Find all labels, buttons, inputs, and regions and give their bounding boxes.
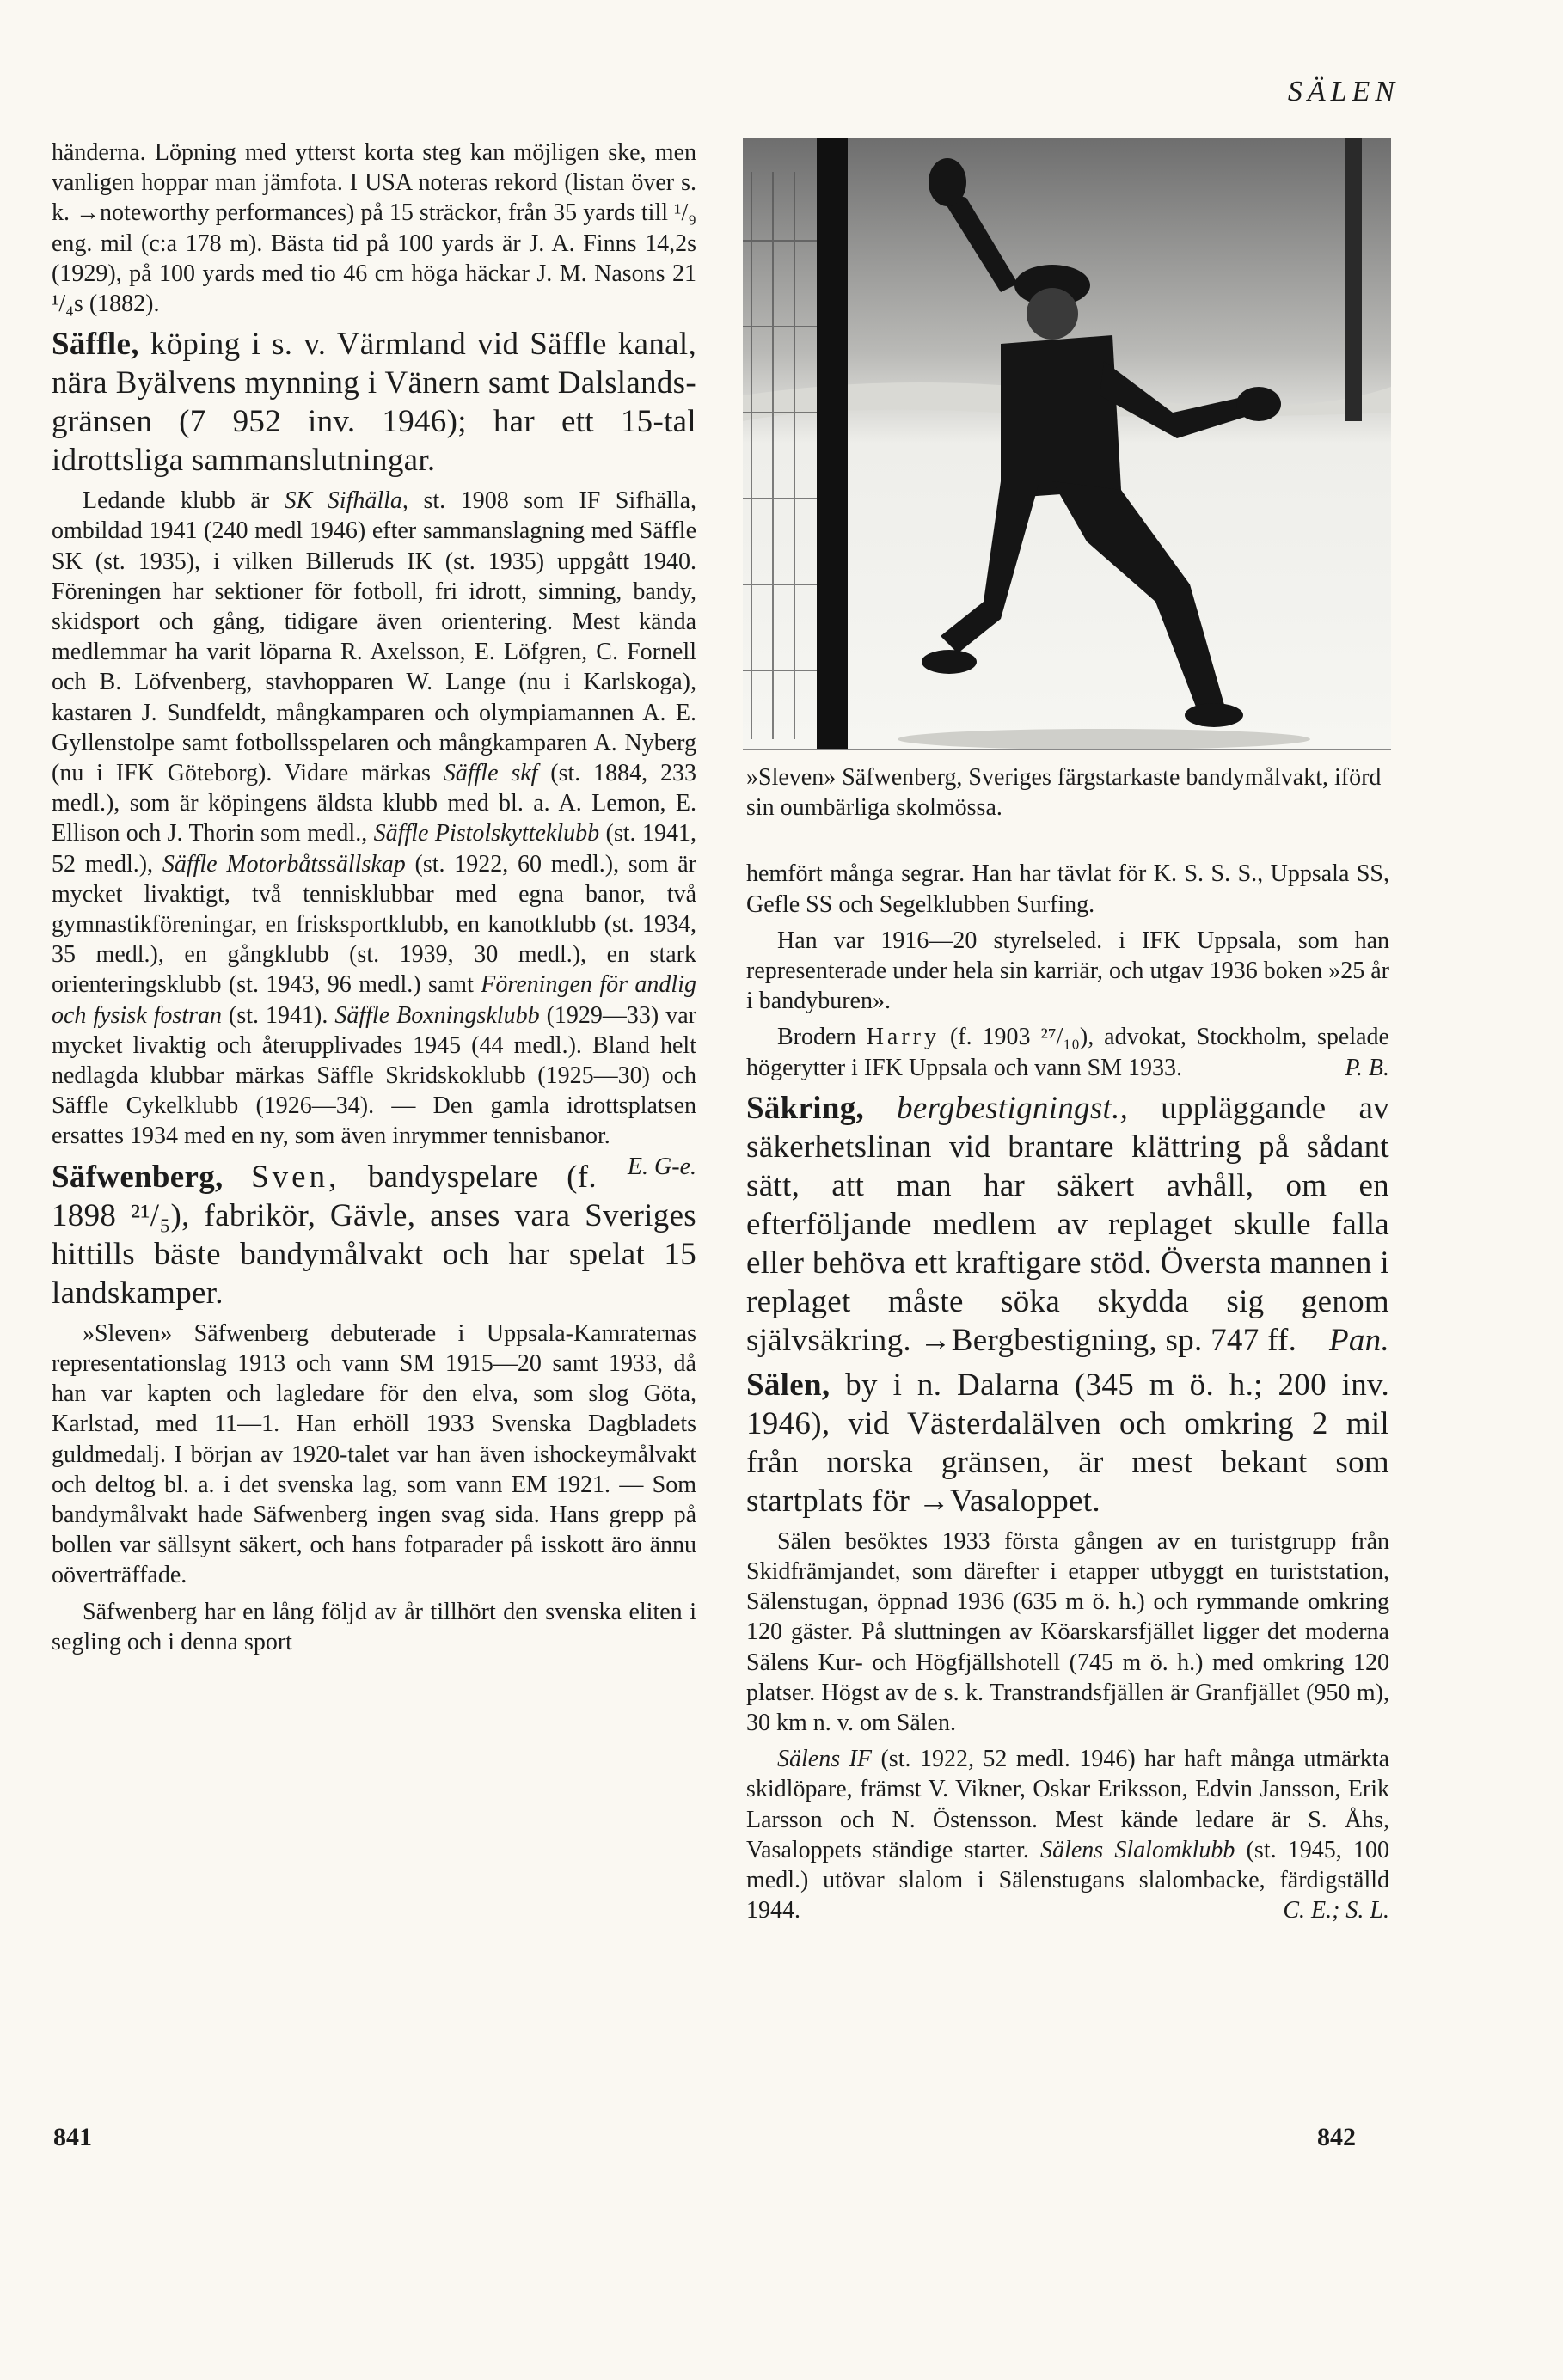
given-name: Sven, xyxy=(251,1159,340,1195)
right-paragraph-6 xyxy=(746,1744,1389,1925)
right-paragraph-5: Sälen besöktes 1933 första gången av en turistgrupp från Skidfrämjandet, som därefter i etapper utbyggt en turiststation, Sälenstugan, öppnad 1936 (635 m ö. h.) och rymmande omkring 120 gäster. På sluttningen av Köarskarsfjället ligger det moderna Sälens Kur- och Högfjällshotell (745 m ö. h.) med omkring 120 platser. Högst av de s. k. Transtrandsfjällen är Granfjället (950 m), 30 km n. v. om Sälen. xyxy=(746,1527,1389,1737)
left-paragraph-6: Säfwenberg har en lång följd av år tillhört den svenska eliten i segling och i denna sport xyxy=(52,1598,696,1655)
sakring-entry xyxy=(746,1089,1389,1360)
left-column xyxy=(52,138,696,1657)
page-number-left: 841 xyxy=(53,2123,92,2151)
subject-label: bergbestigningst., xyxy=(864,1090,1129,1126)
page-number-right: 842 xyxy=(1317,2123,1356,2151)
club-name: Säffle Boxningsklubb xyxy=(334,1001,540,1029)
right-paragraph-3 xyxy=(746,1022,1389,1082)
text-run: (st. 1941, 52 medl.), xyxy=(52,820,696,878)
club-name: Sälens IF xyxy=(777,1746,873,1773)
saffle-definition: köping i s. v. Värmland vid Säffle kanal, nära Byälvens mynning i Vänern samt Dalslands-gränsen (7 952 inv. 1946); har ett 15-tal idrottsliga sammanslutningar. xyxy=(52,327,696,479)
text-run: (st. 1922, 60 medl.), som är mycket livaktigt, två tennisklubbar med egna banor, två gymnastikföreningar, en frisksportklubb, en kanotklubb (st. 1934, 35 medl.), en gångklubb (st. 1939, 30 medl.), en stark orienteringsklubb (st. 1943, 96 medl.) samt xyxy=(52,850,696,999)
author-signature: P. B. xyxy=(1345,1054,1389,1081)
text-run: Brodern xyxy=(777,1024,867,1051)
text-run: (st. 1941). xyxy=(222,1001,335,1029)
text-run: (st. 1922, 52 medl. 1946) har haft många utmärkta skidlöpare, främst V. Vikner, Oskar Eriksson, Edvin Jansson, Erik Larsson och N. Östensson. Mest kände ledare är S. Åhs, Vasaloppets ständige starter. xyxy=(746,1746,1390,1863)
running-head: SÄLEN xyxy=(1287,76,1400,107)
club-name: SK Sifhälla, xyxy=(284,487,408,515)
photo-illustration xyxy=(743,138,1391,749)
right-paragraph-2: Han var 1916—20 styrelseled. i IFK Uppsala, som han representerade under hela sin karriär, och utgav 1936 boken »25 år i bandyburen». xyxy=(746,927,1389,1015)
club-name: Sälens Slalomklubb xyxy=(1040,1836,1235,1863)
text-run: (1929—33) var mycket livaktig och återupplivades 1945 (44 medl.). Bland helt nedlagda klubbar märkas Säffle Skridskoklubb (1925—30) och Säffle Cykelklubb (1926—34). — Den gamla idrottsplatsen ersattes 1934 med en ny, som även inrymmer tennisbanor. xyxy=(52,1001,696,1150)
photo-bandy-goalkeeper xyxy=(743,138,1391,750)
photo-caption: »Sleven» Säfwenberg, Sveriges färgstarkaste bandymålvakt, iförd sin oumbärliga skolmössa. xyxy=(746,764,1382,822)
club-name: Säffle skf xyxy=(443,760,538,787)
text-run: (f. 1903 ²⁷/₁₀), advokat, Stockholm, spelade högerytter i IFK Uppsala och vann SM 1933. xyxy=(746,1024,1389,1081)
goal-post xyxy=(817,138,848,749)
club-name: Föreningen för andlig och fysisk fostran xyxy=(52,971,696,1029)
text-run: (st. 1945, 100 medl.) utövar slalom i Sälenstugans slalombacke, färdigställd 1944. xyxy=(746,1836,1389,1924)
text-run: (st. 1884, 233 medl.), som är köpingens äldsta klubb med bl. a. A. Lemon, E. Ellison och J. Thorin som medl., xyxy=(52,760,696,847)
club-name: Säffle Pistolskytteklubb xyxy=(373,820,600,847)
author-signature: E. G-e. xyxy=(627,1153,696,1180)
text-run: st. 1908 som IF Sifhälla, ombildad 1941 (240 medl 1946) efter sammanslagning med Säffle SK (st. 1935), i vilken Billeruds IK (st. 1935) uppgått 1940. Föreningen har sektioner för fotboll, fri idrott, simning, bandy, skidsport och gång, tidigare även orientering. Mest kända medlemmar ha varit löparna R. Axelsson, E. Löfgren, C. Fornell och B. Löfvenberg, stavhopparen W. Lange (nu i Karlskoga), kastaren J. Sundfeldt, mångkamparen och olympiamannen A. E. Gyllenstolpe samt fotbollsspelaren och mångkamparen A. Nyberg (nu i IFK Göteborg). Vidare märkas xyxy=(52,487,697,787)
left-paragraph-1: händerna. Löpning med ytterst korta steg kan möjligen ske, men vanligen hoppar man jämfota. I USA noteras rekord (listan över s. k. →noteworthy performances) på 15 sträckor, från 35 yards till ¹/₉ eng. mil (c:a 178 m). Bästa tid på 100 yards är J. A. Finns 14,2s (1929), på 100 yards med tio 46 cm höga häckar J. M. Nasons 21 ¹/₄s (1882). xyxy=(52,139,696,318)
salen-entry xyxy=(746,1366,1389,1520)
safwenberg-definition: bandyspelare (f. 1898 ²¹/₅), fabrikör, Gävle, anses vara Sveriges hittills bäste bandymålvakt och har spelat 15 landskamper. xyxy=(52,1159,696,1311)
right-paragraph-1: hemfört många segrar. Han har tävlat för K. S. S. S., Uppsala SS, Gefle SS och Segelklubben Surfing. xyxy=(746,860,1389,918)
author-signature: Pan. xyxy=(1328,1322,1389,1358)
right-column xyxy=(746,138,1389,1925)
headword-sakring: Säkring, xyxy=(746,1090,865,1126)
text-run: Ledande klubb är xyxy=(83,487,285,515)
headword-saffle: Säffle, xyxy=(52,327,139,363)
sakring-definition: uppläggande av säkerhetslinan vid brantare klättring på sådant sätt, att man har säkert avhåll, om en efterföljande medlem av replaget skulle falla eller behöva ett kraftigare stöd. Översta mannen i replaget måste söka skydda sig genom självsäkring. →Bergbestigning, sp. 747 ff. xyxy=(746,1090,1389,1358)
club-name: Säffle Motorbåtssällskap xyxy=(162,850,406,878)
left-paragraph-5: »Sleven» Säfwenberg debuterade i Uppsala-Kamraternas representationslag 1913 och vann SM 1915—20 samt 1933, då han var kapten och lagledare för den elva, som slog Göta, Karlstad, med 11—1. Han erhöll 1933 Svenska Dagbladets guldmedalj. I början av 1920-talet var han även ishockeymålvakt och deltog bl. a. i det svenska lag, som vann EM 1921. — Som bandymålvakt hade Säfwenberg ingen svag sida. Hans grepp på bollen var sällsynt säkert, och hans fotparader på isskott äro ännu oöverträffade. xyxy=(52,1319,696,1589)
tree-trunk xyxy=(1345,138,1362,421)
shadow xyxy=(898,729,1310,749)
given-name: Harry xyxy=(866,1024,940,1051)
saffle-entry xyxy=(52,325,696,480)
author-signature: C. E.; S. L. xyxy=(1283,1897,1389,1924)
salen-definition: by i n. Dalarna (345 m ö. h.; 200 inv. 1946), vid Västerdalälven och omkring 2 mil från norska gränsen, är mest bekant som startplats för →Vasaloppet. xyxy=(746,1367,1389,1519)
headword-safwenberg: Säfwenberg, xyxy=(52,1159,224,1195)
headword-salen: Sälen, xyxy=(746,1367,831,1403)
